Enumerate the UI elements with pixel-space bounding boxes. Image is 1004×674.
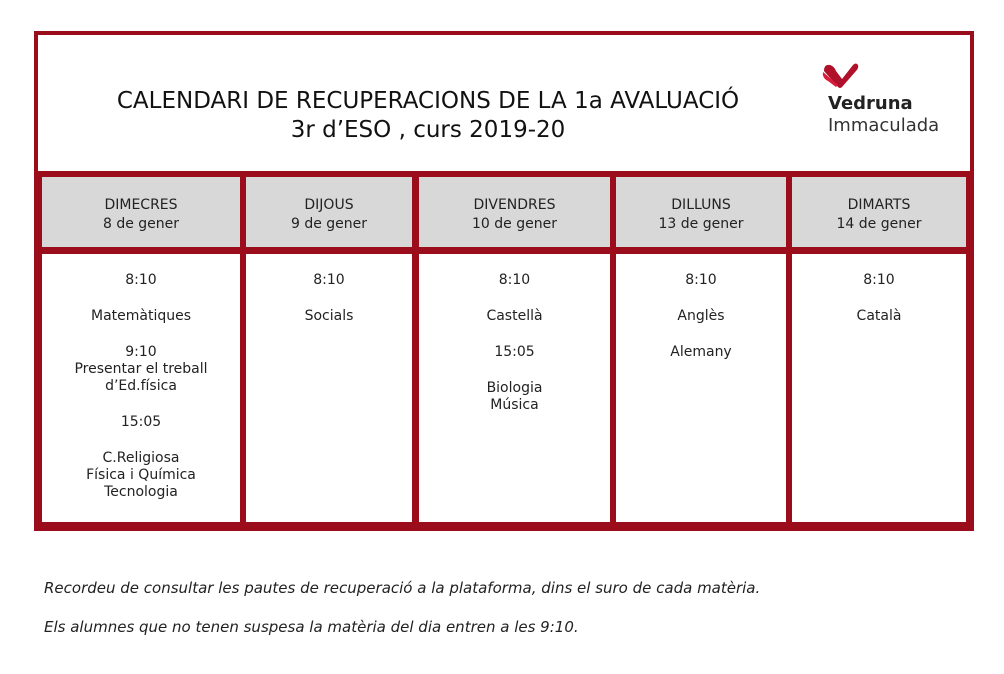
schedule-entry: Socials xyxy=(304,308,354,324)
schedule-entry: Català xyxy=(856,308,902,324)
schedule-entry: 9:10 xyxy=(125,344,157,360)
day-body xyxy=(419,254,610,522)
schedule-entry: Anglès xyxy=(677,308,725,324)
schedule-entry: 15:05 xyxy=(120,414,162,430)
calendar-table xyxy=(34,31,974,531)
logo-brand: Vedruna xyxy=(828,93,913,114)
schedule-entry: Presentar el treball xyxy=(74,361,208,377)
schedule-entry: C.Religiosa xyxy=(102,450,180,466)
footer-note-1: Recordeu de consultar les pautes de recuperació a la plataforma, dins el suro de cada matèria. xyxy=(44,579,761,597)
schedule-entry: 8:10 xyxy=(498,272,531,288)
page-title xyxy=(38,87,818,145)
day-header xyxy=(616,177,786,247)
schedule-entry: Biologia xyxy=(486,380,543,396)
entry-spacer xyxy=(42,289,240,308)
day-header xyxy=(42,177,240,247)
entry-spacer xyxy=(42,395,240,414)
title-line-2: 3r d’ESO , curs 2019-20 xyxy=(290,117,566,143)
entry-spacer xyxy=(42,325,240,344)
day-header xyxy=(792,177,966,247)
entry-spacer xyxy=(419,325,610,344)
entry-spacer xyxy=(616,325,786,344)
day-body xyxy=(42,254,240,522)
day-name: DIMECRES xyxy=(104,197,178,213)
footer-note-2: Els alumnes que no tenen suspesa la matèria del dia entren a les 9:10. xyxy=(44,618,579,636)
schedule-entry: Música xyxy=(490,397,539,413)
day-date: 9 de gener xyxy=(290,216,368,232)
day-name: DIJOUS xyxy=(304,197,354,213)
entry-spacer xyxy=(616,289,786,308)
entry-spacer xyxy=(419,289,610,308)
schedule-entry: Castellà xyxy=(486,308,543,324)
schedule-entry: Matemàtiques xyxy=(90,308,192,324)
heart-check-icon xyxy=(820,61,860,89)
entry-spacer xyxy=(419,361,610,380)
entry-spacer xyxy=(246,289,412,308)
schedule-entry: 8:10 xyxy=(863,272,895,288)
entry-spacer xyxy=(792,289,966,308)
schedule-entry: 8:10 xyxy=(685,272,717,288)
table-header xyxy=(38,35,970,171)
schedule-entry: 15:05 xyxy=(494,344,535,360)
schedule-entry: Tecnologia xyxy=(104,484,178,500)
day-header xyxy=(246,177,412,247)
title-line-1: CALENDARI DE RECUPERACIONS DE LA 1a AVALUACIÓ xyxy=(116,88,740,114)
vedruna-logo xyxy=(820,61,960,141)
day-name: DIVENDRES xyxy=(473,197,556,213)
day-name: DILLUNS xyxy=(671,197,731,213)
logo-subtitle: Immaculada xyxy=(828,115,940,136)
entry-spacer xyxy=(42,431,240,450)
day-name: DIMARTS xyxy=(847,197,911,213)
day-body xyxy=(246,254,412,522)
day-date: 10 de gener xyxy=(472,216,557,232)
day-header xyxy=(419,177,610,247)
schedule-entry: 8:10 xyxy=(125,272,157,288)
schedule-entry: Alemany xyxy=(670,344,732,360)
day-date: 14 de gener xyxy=(836,216,922,232)
day-body xyxy=(792,254,966,522)
day-body xyxy=(616,254,786,522)
schedule-entry: Física i Química xyxy=(86,467,196,483)
day-date: 8 de gener xyxy=(102,216,180,232)
schedule-entry: 8:10 xyxy=(313,272,345,288)
day-date: 13 de gener xyxy=(658,216,744,232)
schedule-entry: d’Ed.física xyxy=(105,378,177,394)
